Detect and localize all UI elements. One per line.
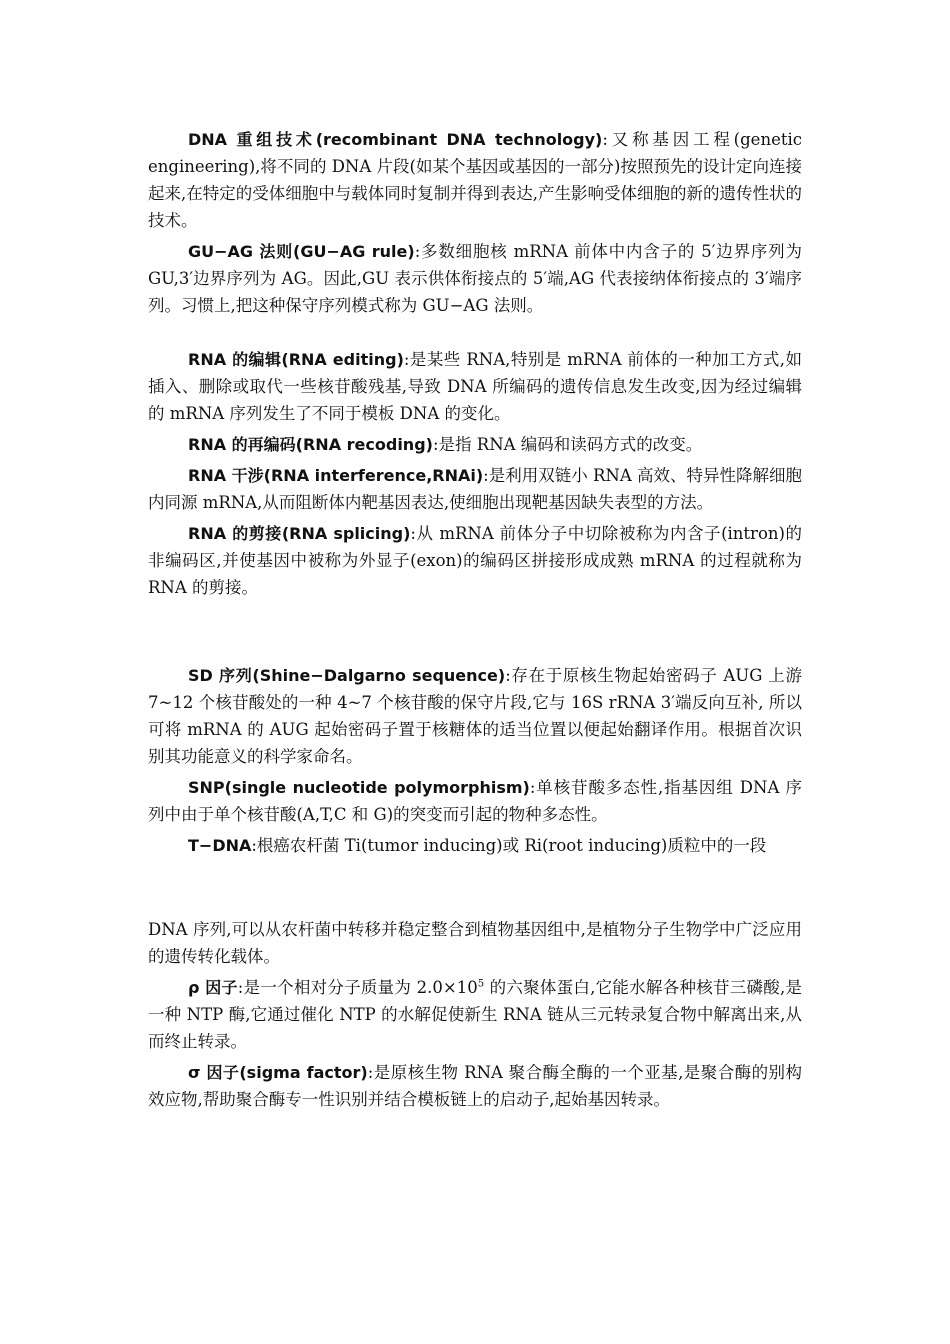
definition: :根癌农杆菌 Ti(tumor inducing)或 Ri(root inducing)质粒中的一段 — [251, 836, 767, 855]
term: RNA 干涉(RNA interference,RNAi) — [188, 466, 484, 485]
entry-rna-interference — [148, 462, 802, 516]
term: σ 因子(sigma factor) — [188, 1063, 368, 1082]
term: SNP(single nucleotide polymorphism) — [188, 778, 530, 797]
term: DNA 重组技术(recombinant DNA technology) — [188, 130, 603, 149]
definition: :是某些 RNA,特别是 mRNA 前体的一种加工方式,如插入、删除或取代一些核苷酸残基,导致 DNA 所编码的遗传信息发生改变,因为经过编辑的 mRNA 序列发生了不同于模板 DNA 的变化。 — [148, 350, 802, 423]
term: T−DNA — [188, 836, 252, 855]
superscript: 5 — [477, 978, 485, 990]
definition: :存在于原核生物起始密码子 AUG 上游 7~12 个核苷酸处的一种 4~7 个核苷酸的保守片段,它与 16S rRNA 3′端反向互补, 所以可将 mRNA 的 AUG 起始密码子置于核糖体的适当位置以便起始翻译作用。根据首次识别其功能意义的科学家命名。 — [148, 666, 802, 766]
entry-rna-splicing — [148, 520, 802, 601]
definition: :是利用双链小 RNA 高效、特异性降解细胞内同源 mRNA,从而阻断体内靶基因表达,使细胞出现靶基因缺失表型的方法。 — [148, 466, 802, 512]
definition: DNA 序列,可以从农杆菌中转移并稳定整合到植物基因组中,是植物分子生物学中广泛应用的遗传转化载体。 — [148, 920, 802, 966]
definition: :是原核生物 RNA 聚合酶全酶的一个亚基,是聚合酶的别构效应物,帮助聚合酶专一性识别并结合模板链上的启动子,起始基因转录。 — [148, 1063, 802, 1109]
entry-t-dna-continued — [148, 916, 802, 970]
section-sd-snp-tdna — [148, 662, 802, 863]
definition: :多数细胞核 mRNA 前体中内含子的 5′边界序列为 GU,3′边界序列为 AG。因此,GU 表示供体衔接点的 5′端,AG 代表接纳体衔接点的 3′端序列。习惯上,把这种保守序列模式称为 GU−AG 法则。 — [148, 242, 802, 315]
section-rna — [148, 346, 802, 605]
definition-continued: 的六聚体蛋白,它能水解各种核苷三磷酸,是一种 NTP 酶,它通过催化 NTP 的水解促使新生 RNA 链从三元转录复合物中解离出来,从而终止转录。 — [148, 978, 802, 1051]
term: RNA 的再编码(RNA recoding) — [188, 435, 433, 454]
term: RNA 的剪接(RNA splicing) — [188, 524, 411, 543]
entry-dna-recombinant — [148, 126, 802, 234]
entry-rna-editing — [148, 346, 802, 427]
definition: :又称基因工程(genetic engineering),将不同的 DNA 片段(如某个基因或基因的一部分)按照预先的设计定向连接起来,在特定的受体细胞中与载体同时复制并得到表达,产生影响受体细胞的新的遗传性状的技术。 — [148, 130, 802, 230]
section-factors — [148, 916, 802, 1117]
section-dna-gu-ag — [148, 126, 802, 323]
term: ρ 因子 — [188, 978, 238, 997]
entry-sigma-factor — [148, 1059, 802, 1113]
entry-gu-ag-rule — [148, 238, 802, 319]
definition: :是一个相对分子质量为 2.0×10 — [237, 978, 478, 997]
definition: :从 mRNA 前体分子中切除被称为内含子(intron)的非编码区,并使基因中被称为外显子(exon)的编码区拼接形成成熟 mRNA 的过程就称为 RNA 的剪接。 — [148, 524, 802, 597]
entry-t-dna — [148, 832, 802, 859]
term: RNA 的编辑(RNA editing) — [188, 350, 404, 369]
entry-rna-recoding — [148, 431, 802, 458]
definition: :是指 RNA 编码和读码方式的改变。 — [432, 435, 703, 454]
term: SD 序列(Shine−Dalgarno sequence) — [188, 666, 506, 685]
term: GU−AG 法则(GU−AG rule) — [188, 242, 415, 261]
entry-rho-factor — [148, 974, 802, 1055]
entry-sd-sequence — [148, 662, 802, 770]
definition: :单核苷酸多态性,指基因组 DNA 序列中由于单个核苷酸(A,T,C 和 G)的突变而引起的物种多态性。 — [148, 778, 802, 824]
entry-snp — [148, 774, 802, 828]
